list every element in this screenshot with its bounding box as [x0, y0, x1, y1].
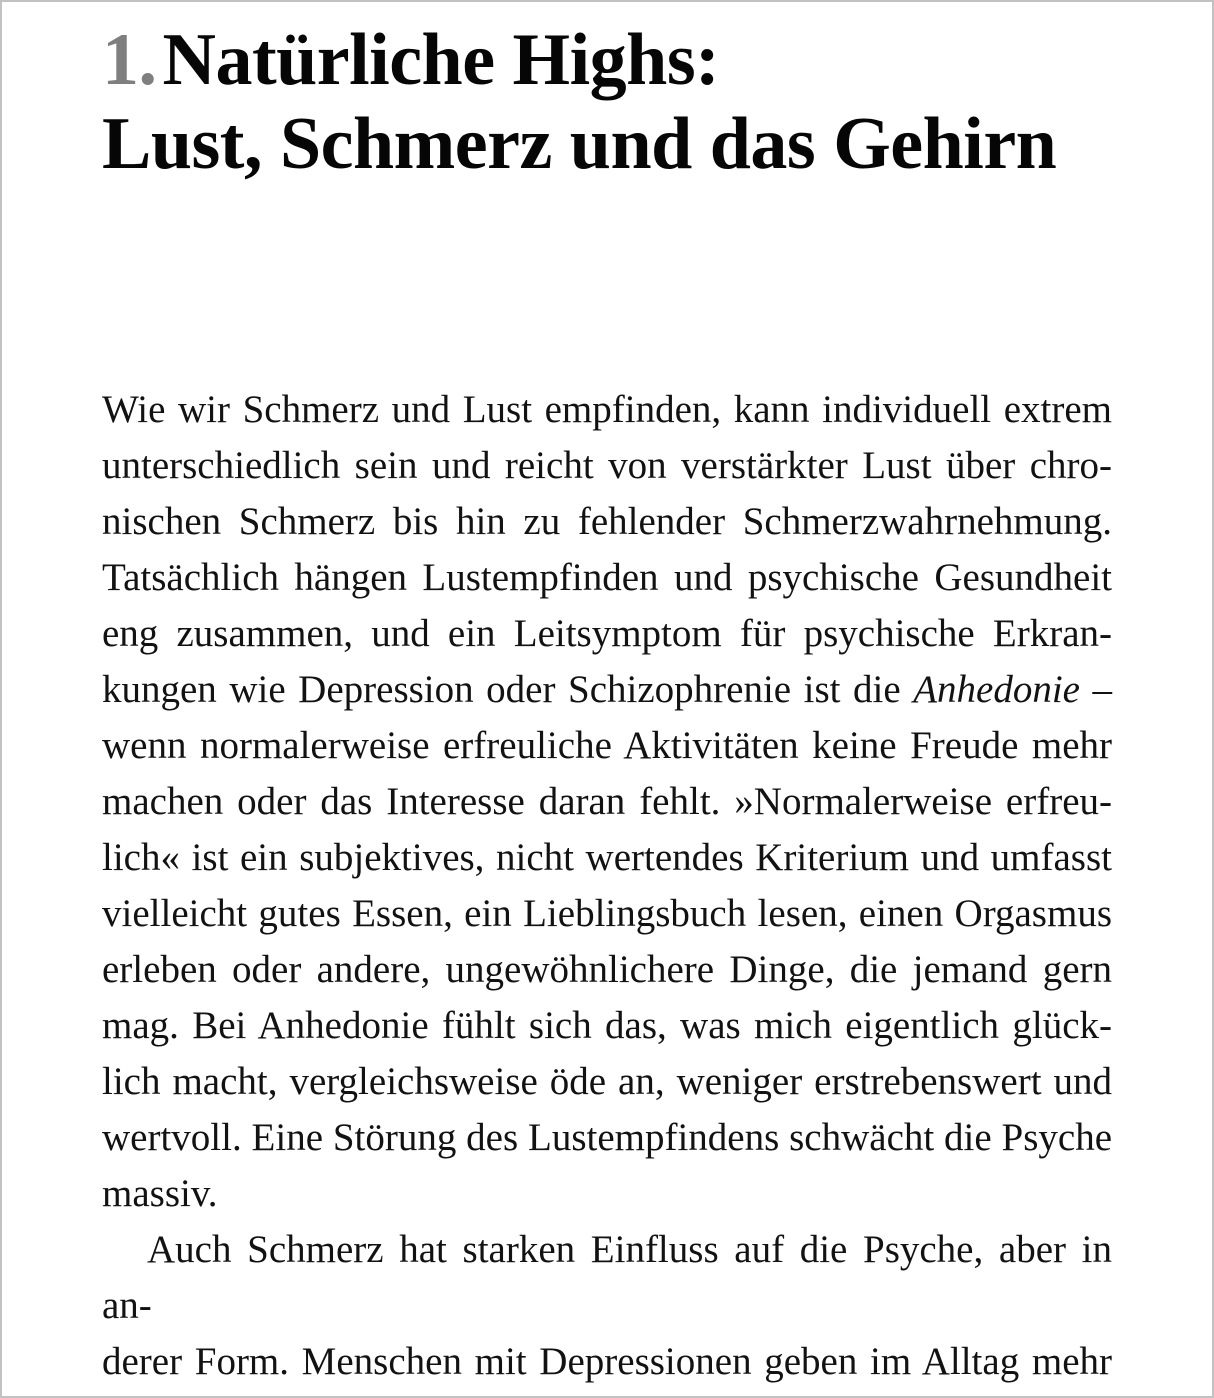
chapter-heading	[102, 18, 1112, 186]
paragraph	[102, 382, 1112, 1222]
chapter-title-line1: Natürliche Highs:	[162, 19, 720, 101]
text-line: machen oder das Interesse daran fehlt. »Normalerweise erfreu-	[102, 780, 1112, 823]
text-line: wertvoll. Eine Störung des Lustempfindens schwächt die Psyche	[102, 1116, 1112, 1159]
paragraph	[102, 1222, 1112, 1390]
chapter-number: 1.	[102, 19, 157, 101]
text-line: eng zusammen, und ein Leitsymptom für psychische Erkran-	[102, 612, 1112, 655]
text-line: massiv.	[102, 1172, 218, 1215]
text-line: derer Form. Menschen mit Depressionen geben im Alltag mehr	[102, 1340, 1112, 1383]
text-line: Wie wir Schmerz und Lust empfinden, kann individuell extrem	[102, 388, 1112, 431]
text-line: lich« ist ein subjektives, nicht wertendes Kriterium und umfasst	[102, 836, 1112, 879]
italic-term: Anhedonie	[913, 668, 1080, 711]
text-line: erleben oder andere, ungewöhnlichere Dinge, die jemand gern	[102, 948, 1112, 991]
text-line: Tatsächlich hängen Lustempfinden und psychische Gesundheit	[102, 556, 1112, 599]
text-line: wenn normalerweise erfreuliche Aktivitäten keine Freude mehr	[102, 724, 1112, 767]
text-line	[102, 662, 1112, 718]
body-text	[102, 382, 1112, 1390]
text-line: vielleicht gutes Essen, ein Lieblingsbuch lesen, einen Orgasmus	[102, 892, 1112, 935]
chapter-title-line2: Lust, Schmerz und das Gehirn	[102, 103, 1057, 185]
text-line: nischen Schmerz bis hin zu fehlender Schmerzwahrnehmung.	[102, 500, 1112, 543]
page-content	[2, 2, 1212, 1390]
text-line: mag. Bei Anhedonie fühlt sich das, was mich eigentlich glück-	[102, 1004, 1112, 1047]
text-segment: –	[1079, 668, 1112, 711]
text-segment: kungen wie Depression oder Schizophrenie ist die	[102, 668, 914, 711]
text-line: unterschiedlich sein und reicht von verstärkter Lust über chro-	[102, 444, 1112, 487]
text-line: lich macht, vergleichsweise öde an, weniger erstrebenswert und	[102, 1060, 1112, 1103]
text-line: Auch Schmerz hat starken Einfluss auf die Psyche, aber in an-	[102, 1228, 1112, 1327]
